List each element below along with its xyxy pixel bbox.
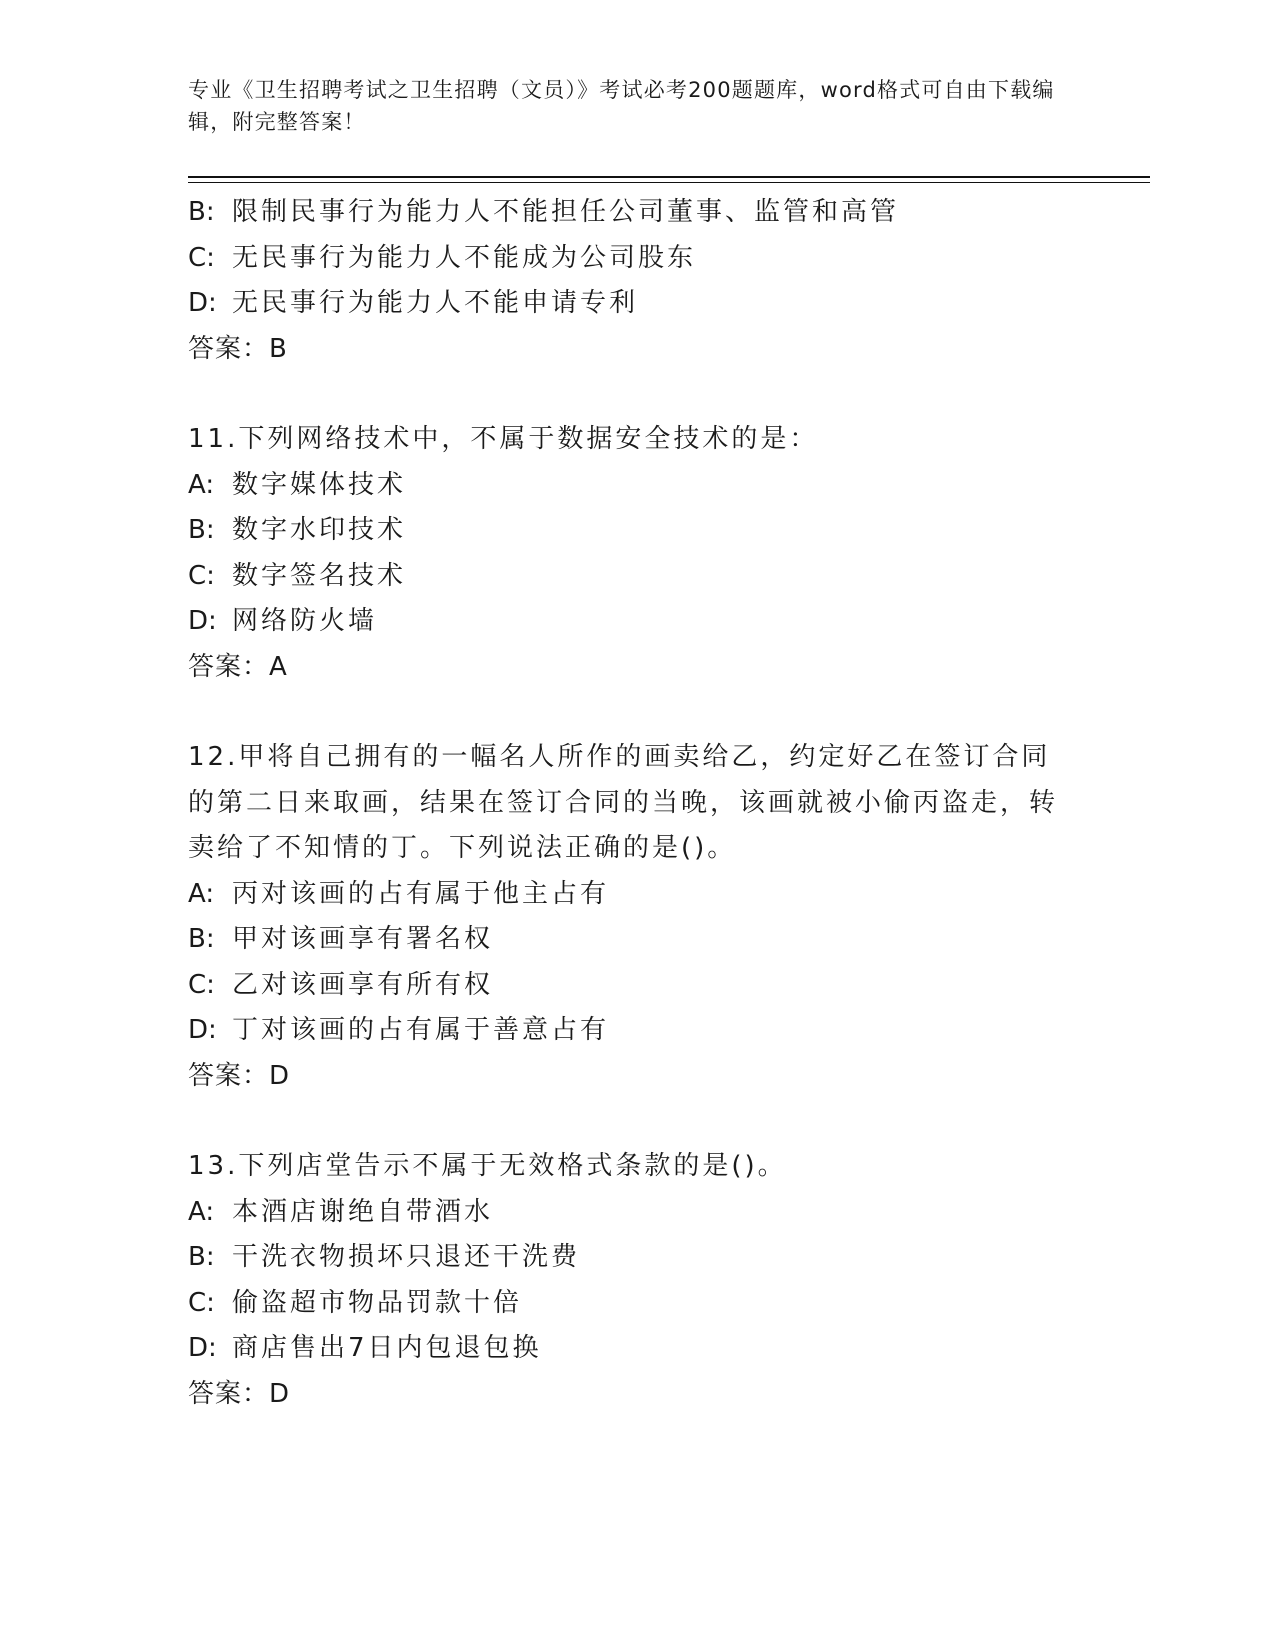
option-d — [188, 1326, 1088, 1372]
spacer — [188, 1099, 1088, 1144]
question-block-13 — [188, 1144, 1088, 1417]
option-a — [188, 463, 1088, 509]
option-d — [188, 1008, 1088, 1054]
document-header: 专业《卫生招聘考试之卫生招聘（文员）》考试必考200题题库，word格式可自由下载编辑，附完整答案！ — [188, 78, 1055, 134]
option-text: 数字水印技术 — [232, 515, 407, 545]
option-a — [188, 1190, 1088, 1236]
option-d — [188, 599, 1088, 645]
option-d — [188, 281, 1088, 327]
spacer — [188, 372, 1088, 417]
option-c — [188, 554, 1088, 600]
option-text: 数字媒体技术 — [232, 469, 407, 500]
option-letter: C: — [188, 560, 215, 591]
answer-line: 答案：D — [188, 1060, 291, 1091]
question-block-10 — [188, 190, 1088, 372]
option-text: 丙对该画的占有属于他主占有 — [232, 878, 610, 909]
option-b — [188, 1235, 1088, 1281]
option-letter: B: — [188, 197, 215, 227]
option-b — [188, 917, 1088, 963]
option-letter: B: — [188, 1242, 215, 1272]
option-letter: D: — [188, 1333, 217, 1363]
option-letter: A: — [188, 469, 215, 500]
option-letter: D: — [188, 1015, 217, 1045]
option-c — [188, 1281, 1088, 1327]
question-block-11 — [188, 417, 1088, 690]
question-stem: 13.下列店堂告示不属于无效格式条款的是()。 — [188, 1151, 787, 1181]
option-text: 偷盗超市物品罚款十倍 — [232, 1287, 523, 1318]
question-stem: 12.甲将自己拥有的一幅名人所作的画卖给乙，约定好乙在签订合同的第二日来取画，结果在签订合同的当晚，该画就被小偷丙盗走，转卖给了不知情的丁。下列说法正确的是()。 — [188, 742, 1059, 863]
option-text: 商店售出7日内包退包换 — [232, 1333, 542, 1363]
option-letter: D: — [188, 606, 217, 636]
option-letter: C: — [188, 969, 215, 1000]
question-stem: 11.下列网络技术中，不属于数据安全技术的是： — [188, 424, 819, 454]
option-letter: C: — [188, 1287, 215, 1318]
option-b — [188, 190, 1088, 236]
option-text: 无民事行为能力人不能申请专利 — [232, 288, 639, 318]
option-a — [188, 872, 1088, 918]
option-text: 限制民事行为能力人不能担任公司董事、监管和高管 — [232, 197, 900, 227]
option-text: 甲对该画享有署名权 — [232, 924, 494, 954]
option-text: 网络防火墙 — [232, 606, 378, 636]
option-letter: B: — [188, 515, 215, 545]
option-c — [188, 236, 1088, 282]
option-letter: B: — [188, 924, 215, 954]
answer-line: 答案：D — [188, 1378, 291, 1409]
option-text: 本酒店谢绝自带酒水 — [232, 1196, 494, 1227]
option-text: 无民事行为能力人不能成为公司股东 — [232, 242, 697, 273]
header-rule-thick — [188, 176, 1150, 178]
answer-line: 答案：B — [188, 333, 288, 364]
question-content — [188, 190, 1088, 1417]
question-block-12 — [188, 735, 1088, 1099]
option-letter: A: — [188, 1196, 215, 1227]
option-text: 乙对该画享有所有权 — [232, 969, 494, 1000]
option-text: 丁对该画的占有属于善意占有 — [232, 1015, 610, 1045]
spacer — [188, 690, 1088, 735]
option-letter: C: — [188, 242, 215, 273]
option-c — [188, 963, 1088, 1009]
option-text: 数字签名技术 — [232, 560, 407, 591]
option-b — [188, 508, 1088, 554]
option-letter: A: — [188, 878, 215, 909]
option-letter: D: — [188, 288, 217, 318]
header-rule-thin — [188, 182, 1150, 183]
option-text: 干洗衣物损坏只退还干洗费 — [232, 1242, 581, 1272]
answer-line: 答案：A — [188, 651, 288, 682]
